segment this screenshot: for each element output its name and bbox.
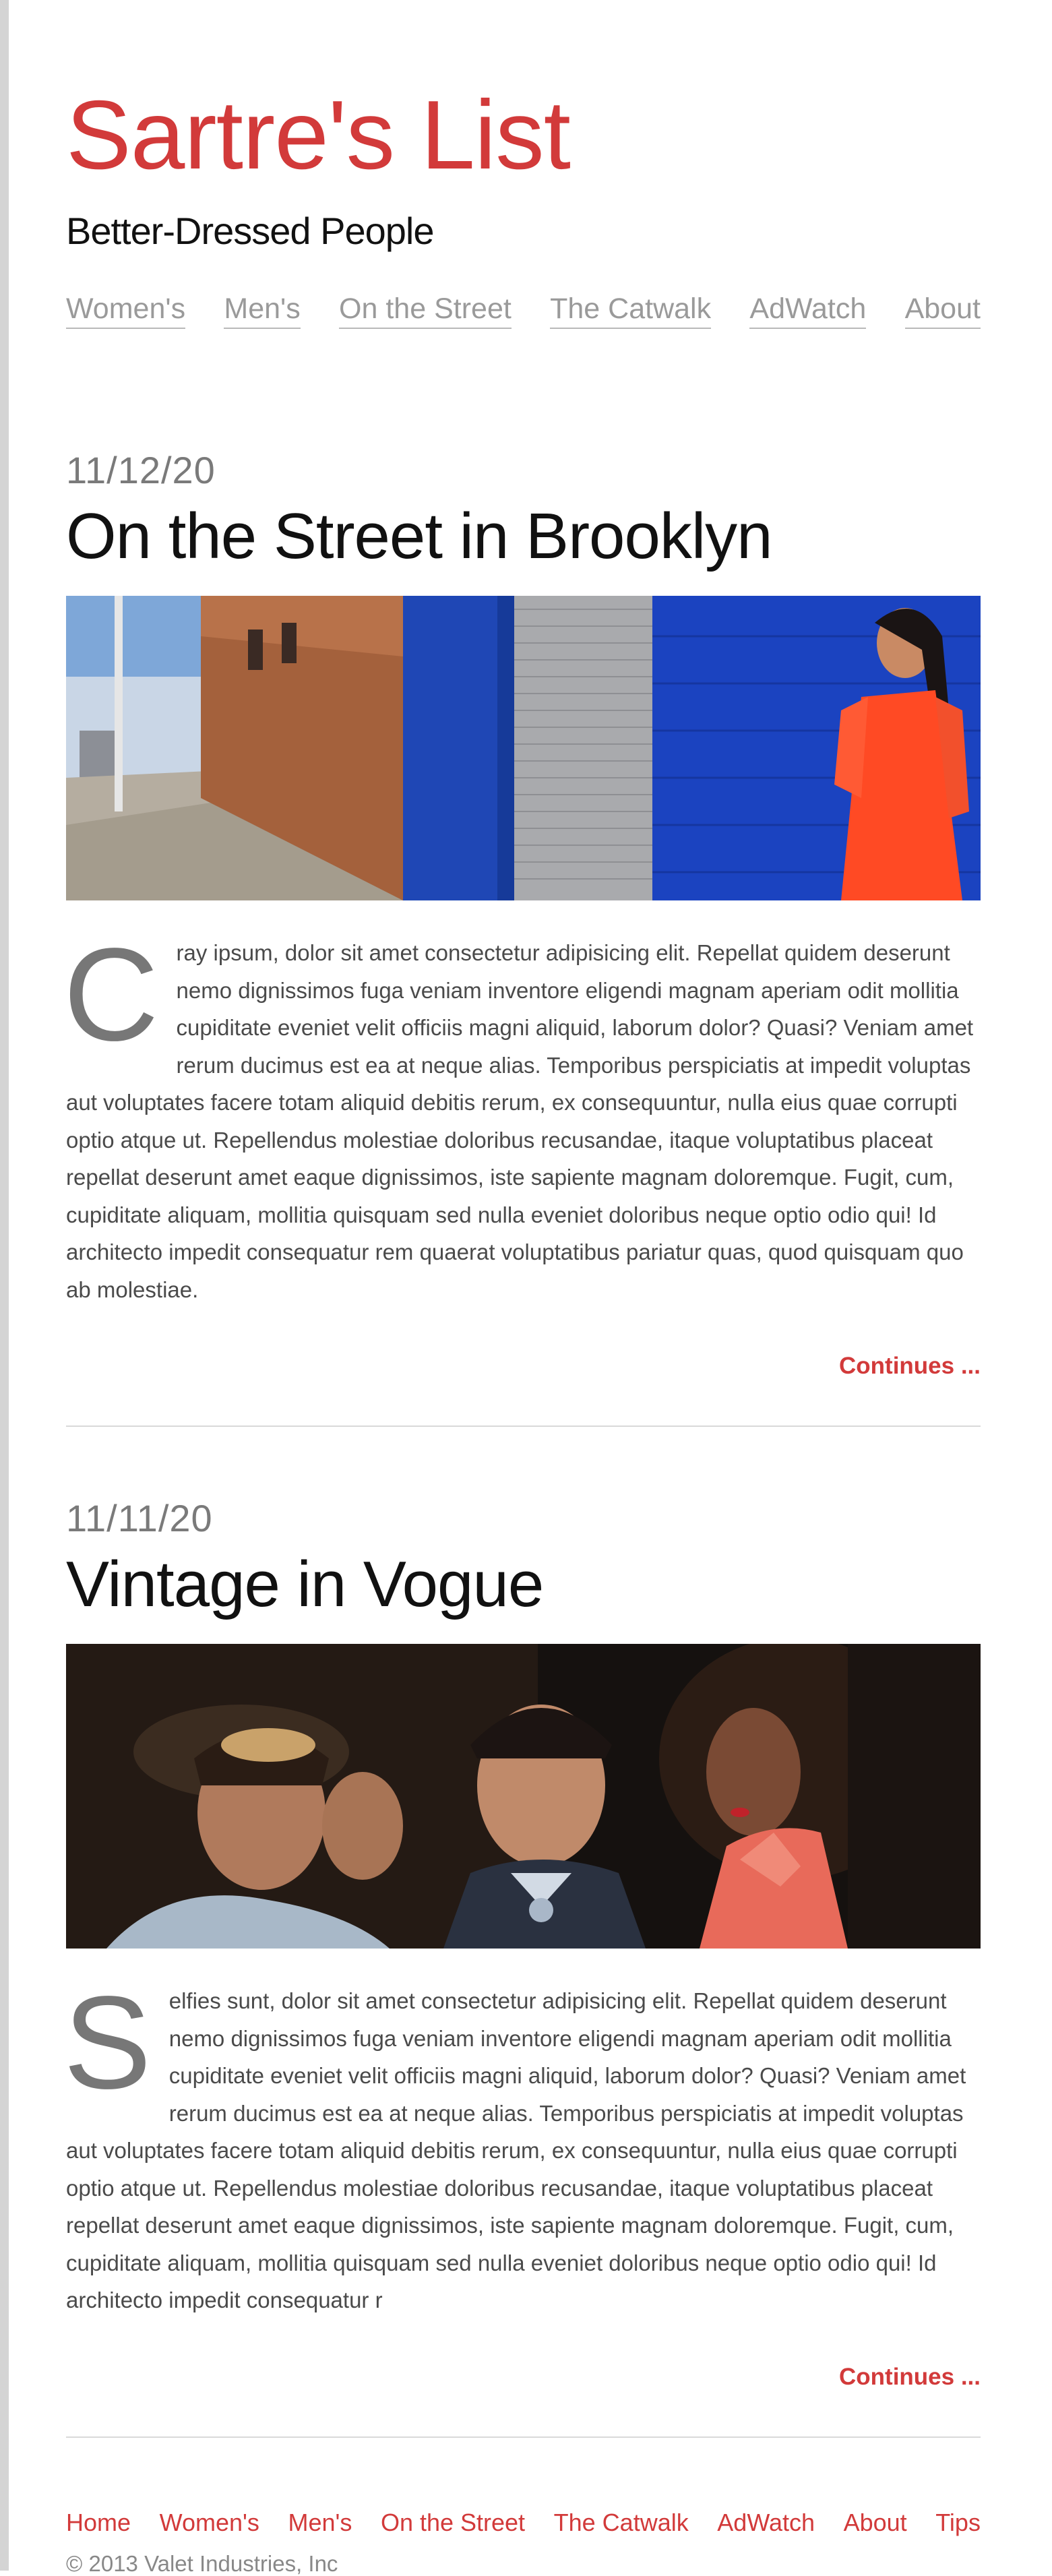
- footer-link-adwatch[interactable]: AdWatch: [717, 2508, 815, 2536]
- footer-link-on-the-street[interactable]: On the Street: [380, 2508, 526, 2536]
- page-container: [63, 0, 981, 2576]
- site-tagline: Better-Dressed People: [66, 210, 434, 252]
- post-image-street[interactable]: [66, 596, 981, 900]
- footer-nav: [66, 2508, 981, 2536]
- footer-link-mens[interactable]: Men's: [288, 2508, 352, 2536]
- footer-link-about[interactable]: About: [843, 2508, 907, 2536]
- footer-link-home[interactable]: Home: [66, 2508, 131, 2536]
- post-article: [63, 449, 981, 1427]
- main-nav: [66, 293, 981, 329]
- post-date: 11/12/20: [66, 449, 216, 492]
- site-header: [66, 0, 981, 250]
- site-footer: [66, 2508, 981, 2576]
- footer-link-tips[interactable]: Tips: [935, 2508, 981, 2536]
- post-image-vintage[interactable]: [66, 1644, 981, 1949]
- post-excerpt: [63, 921, 981, 1308]
- post-title[interactable]: Vintage in Vogue: [66, 1548, 544, 1621]
- post-title[interactable]: On the Street in Brooklyn: [66, 500, 772, 573]
- nav-link-about[interactable]: About: [905, 293, 981, 329]
- site-title[interactable]: Sartre's List: [66, 80, 570, 189]
- nav-link-mens[interactable]: Men's: [224, 293, 300, 329]
- continues-link[interactable]: Continues ...: [839, 2363, 981, 2390]
- drop-cap: S: [63, 1969, 152, 2117]
- post-article: [63, 1497, 981, 2438]
- left-edge-rule: [0, 0, 9, 2571]
- post-excerpt: [63, 1969, 981, 2319]
- footer-link-womens[interactable]: Women's: [159, 2508, 259, 2536]
- nav-link-on-the-street[interactable]: On the Street: [339, 293, 512, 329]
- post-divider: [66, 1425, 981, 1427]
- post-excerpt-text: elfies sunt, dolor sit amet consectetur adipisicing elit. Repellat quidem deserunt nemo dignissimos fuga veniam inventore eligendi magnam aperiam odit mollitia cupiditate eveniet velit officiis magni aliquid, laborum dolor? Quasi? Veniam amet rerum ducimus est ea at neque alias. Temporibus perspiciatis at impedit voluptas aut voluptates facere totam aliquid debitis rerum, ex consequuntur, nulla eius quae corrupti optio atque ut. Repellendus molestiae doloribus recusandae, itaque voluptatibus placeat repellat deserunt amet eaque dignissimos, iste sapiente magnam doloremque. Fugit, cum, cupiditate aliquam, mollitia quisquam sed nulla eveniet doloribus neque optio odio qui! Id architecto impedit consequatur r: [66, 1988, 966, 2313]
- nav-link-adwatch[interactable]: AdWatch: [749, 293, 866, 329]
- continues-link[interactable]: Continues ...: [839, 1353, 981, 1380]
- nav-link-womens[interactable]: Women's: [66, 293, 185, 329]
- post-date: 11/11/20: [66, 1497, 213, 1540]
- post-divider: [66, 2436, 981, 2438]
- footer-link-the-catwalk[interactable]: The Catwalk: [553, 2508, 689, 2536]
- copyright: © 2013 Valet Industries, Inc: [66, 2550, 338, 2576]
- drop-cap: C: [63, 921, 159, 1069]
- nav-link-the-catwalk[interactable]: The Catwalk: [550, 293, 711, 329]
- post-excerpt-text: ray ipsum, dolor sit amet consectetur adipisicing elit. Repellat quidem deserunt nemo dignissimos fuga veniam inventore eligendi magnam aperiam odit mollitia cupiditate eveniet velit officiis magni aliquid, laborum dolor? Quasi? Veniam amet rerum ducimus est ea at neque alias. Temporibus perspiciatis at impedit voluptas aut voluptates facere totam aliquid debitis rerum, ex consequuntur, nulla eius quae corrupti optio atque ut. Repellendus molestiae doloribus recusandae, itaque voluptatibus placeat repellat deserunt amet eaque dignissimos, iste sapiente magnam doloremque. Fugit, cum, cupiditate aliquam, mollitia quisquam sed nulla eveniet doloribus neque optio odio qui! Id architecto impedit consequatur rem quaerat voluptatibus pariatur quas, quod quisquam quo ab molestiae.: [66, 940, 974, 1302]
